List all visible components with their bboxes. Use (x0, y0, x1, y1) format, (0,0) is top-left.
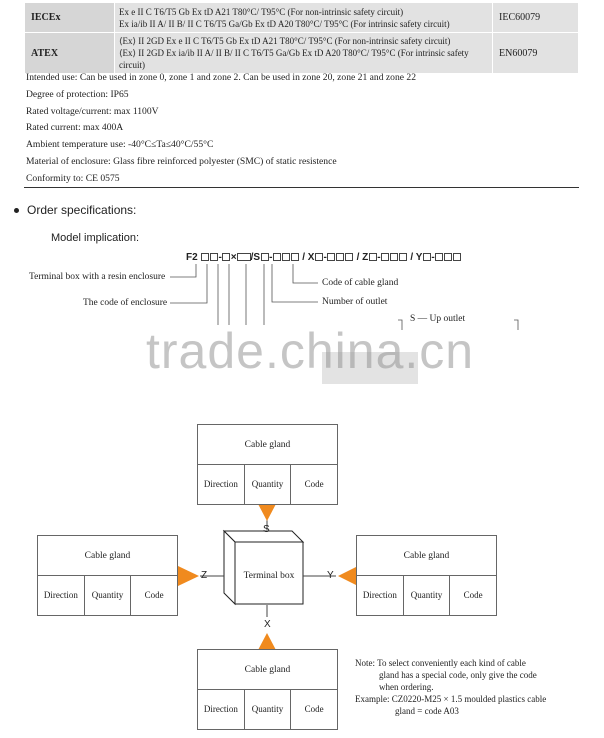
terminal-box-label: Terminal box (243, 571, 295, 581)
watermark: trade.china.cn (146, 323, 475, 379)
gland-col-quantity: Quantity (245, 465, 292, 504)
note-line: when ordering. (379, 682, 434, 692)
direction-label-s: S (263, 524, 270, 535)
gland-col-direction: Direction (198, 690, 245, 729)
label-resin: Terminal box with a resin enclosure (29, 272, 166, 282)
cable-gland-box-x (197, 649, 338, 730)
gland-col-direction: Direction (357, 576, 404, 615)
note-line: gland has a special code, only give the code (379, 670, 537, 680)
code-prefix: F2 (186, 252, 198, 263)
gland-col-code: Code (304, 704, 324, 714)
spec-line: Material of enclosure: Glass fibre reinforced polyester (SMC) of static resistence (26, 155, 337, 167)
cert-name: ATEX (25, 33, 115, 74)
note-line: Note: To select conveniently each kind of cable (355, 658, 526, 668)
spec-line: Intended use: Can be used in zone 0, zone 1 and zone 2. Can be used in zone 20, zone 21 and zone 22 (26, 72, 417, 83)
note-line: Example: CZ0220-M25 × 1.5 moulded plastics cable (355, 694, 547, 704)
cert-line: Ex ia/ib II A/ II B/ II C T6/T5 Ga/Gb Ex tD A20 T80°C/ T95°C (For intrinsic safety circuit) (119, 18, 450, 29)
cert-name: IECEx (25, 3, 115, 33)
note-text (355, 657, 565, 717)
cable-gland-box-z (37, 535, 178, 616)
code-y: Y (415, 252, 423, 263)
direction-label-y: Y (327, 570, 334, 581)
cert-standard: EN60079 (493, 33, 579, 74)
label-enclosure-code: The code of enclosure (83, 298, 168, 308)
model-implication-title: Model implication: (51, 232, 140, 244)
section-title: Order specifications: (27, 203, 137, 217)
terminal-box-shape (224, 531, 303, 604)
gland-title: Cable gland (357, 536, 496, 576)
cert-standard: IEC60079 (493, 3, 579, 33)
gland-title: Cable gland (38, 536, 177, 576)
gland-title: Cable gland (198, 425, 337, 465)
gland-col-code: Code (144, 590, 164, 600)
arrow-y-icon (338, 566, 358, 586)
label-cable-gland-code: Code of cable gland (322, 278, 399, 288)
gland-col-code: Code (463, 590, 483, 600)
cable-gland-box-y (356, 535, 497, 616)
gland-col-code: Code (304, 479, 324, 489)
gland-col-quantity: Quantity (85, 576, 132, 615)
model-code: F2 - × /S - / X - / Z - / Y - (186, 252, 462, 263)
label-outlet-number: Number of outlet (322, 297, 388, 307)
note-line: gland = code A03 (395, 706, 459, 716)
gland-col-direction: Direction (198, 465, 245, 504)
direction-label-z: Z (201, 570, 208, 581)
spec-line: Rated voltage/current: max 1100V (26, 105, 159, 117)
cert-line: ⟨Ex⟩ II 2GD Ex ia/ib II A/ II B/ II C T6/T5 Ga/Gb Ex tD A20 T80°C/ T95°C (For intrinsic safety circuit) (119, 48, 469, 70)
cert-line: ⟨Ex⟩ II 2GD Ex e II C T6/T5 Gb Ex tD A21 T80°C/ T95°C (For non-intrinsic safety circuit) (119, 36, 451, 46)
direction-label-x: X (264, 619, 271, 630)
label-s-up: S — Up outlet (410, 314, 466, 324)
code-s: S (253, 252, 261, 263)
cert-line: Ex e II C T6/T5 Gb Ex tD A21 T80°C/ T95°C (For non-intrinsic safety circuit) (119, 6, 404, 17)
spec-line: Ambient temperature use: -40°C≤Ta≤40°C/55°C (26, 139, 214, 151)
cable-gland-box-s (197, 424, 338, 505)
code-x: X (307, 252, 315, 263)
gland-title: Cable gland (198, 650, 337, 690)
gland-col-quantity: Quantity (404, 576, 451, 615)
gland-col-quantity: Quantity (245, 690, 292, 729)
spec-line: Rated current: max 400A (26, 122, 124, 134)
code-z: Z (362, 252, 369, 263)
spec-line: Conformity to: CE 0575 (26, 172, 120, 184)
gland-col-direction: Direction (38, 576, 85, 615)
spec-line: Degree of protection: IP65 (26, 88, 129, 100)
arrow-z-icon (178, 566, 199, 586)
